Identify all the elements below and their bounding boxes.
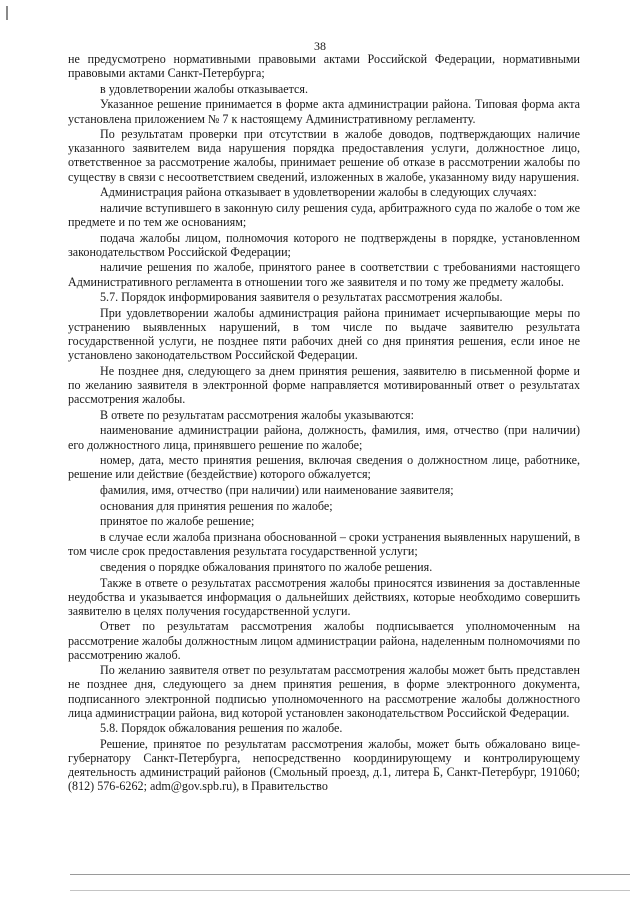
section-heading-5-7: 5.7. Порядок информирования заявителя о результатах рассмотрения жалобы. (100, 290, 503, 305)
paragraph-21: Ответ по результатам рассмотрения жалобы подписывается уполномоченным на рассмотрение жалобы должностным лицом администрации района, наделенным полномочиями по рассмотрению жалоб. (68, 619, 580, 662)
paragraph-8: наличие решения по жалобе, принятого ранее в соответствии с требованиями настоящего Административного регламента в отношении того же заявителя и по тому же предмету жалобы. (68, 260, 580, 289)
scan-bottom-rule-faint (70, 890, 630, 891)
paragraph-20: Также в ответе о результатах рассмотрения жалобы приносятся извинения за доставленные неудобства и указывается информация о дальнейших действиях, которые необходимо совершить заявителю в целях получения государственной услуги. (68, 575, 580, 618)
paragraph-22: По желанию заявителя ответ по результатам рассмотрения жалобы может быть представлен не позднее дня, следующего за днем принятия решения, в форме электронного документа, подписанного электронной подписью уполномоченного на рассмотрение жалобы должностного лица администрации района, вид которой установлен законодательством Российской Федерации. (68, 663, 580, 720)
paragraph-17: принятое по жалобе решение; (100, 514, 255, 529)
paragraph-18: в случае если жалоба признана обоснованной – сроки устранения выявленных нарушений, в том числе срок предоставления результата государственной услуги; (68, 530, 580, 559)
paragraph-2: в удовлетворении жалобы отказывается. (100, 81, 309, 96)
paragraph-1: не предусмотрено нормативными правовыми актами Российской Федерации, нормативными правовыми актами Санкт-Петербурга; (68, 52, 580, 81)
paragraph-15: фамилия, имя, отчество (при наличии) или наименование заявителя; (100, 483, 454, 498)
paragraph-11: Не позднее дня, следующего за днем принятия решения, заявителю в письменной форме и по желанию заявителя в электронной форме направляется мотивированный ответ о результатах рассмотрения жалобы. (68, 363, 580, 407)
paragraph-10: При удовлетворении жалобы администрация района принимает исчерпывающие меры по устранению выявленных нарушений, в том числе по выдаче заявителю результата государственной услуги, не позднее пяти рабочих дней со дня принятия решения, если иное не установлено законодательством Российской Федерации. (68, 305, 580, 363)
paragraph-14: номер, дата, место принятия решения, включая сведения о должностном лице, работнике, решение или действие (бездействие) которого обжалуется; (68, 453, 580, 482)
page-number: 38 (314, 39, 326, 53)
section-heading-5-8: 5.8. Порядок обжалования решения по жалобе. (100, 721, 343, 736)
paragraph-4: По результатам проверки при отсутствии в жалобе доводов, подтверждающих наличие указанного заявителем вида нарушения порядка предоставления услуги, должностное лицо, ответственное за рассмотрение жалобы, принимает решение об отказе в рассмотрении жалобы по существу в связи с несоответствием сведений, изложенных в жалобе, указанному виду нарушения. (68, 127, 580, 184)
paragraph-13: наименование администрации района, должность, фамилия, имя, отчество (при наличии) его должностного лица, принявшего решение по жалобе; (68, 423, 580, 452)
paragraph-5: Администрация района отказывает в удовлетворении жалобы в следующих случаях: (100, 185, 537, 200)
paragraph-6: наличие вступившего в законную силу решения суда, арбитражного суда по жалобе о том же предмете и по тем же основаниям; (68, 200, 580, 229)
paragraph-3: Указанное решение принимается в форме акта администрации района. Типовая форма акта установлена приложением № 7 к настоящему Административному регламенту. (68, 97, 580, 126)
paragraph-19: сведения о порядке обжалования принятого по жалобе решения. (100, 559, 433, 574)
paragraph-16: основания для принятия решения по жалобе; (100, 498, 333, 513)
paragraph-24: Решение, принятое по результатам рассмотрения жалобы, может быть обжаловано вице-губернатору Санкт-Петербурга, непосредственно координирующему и контролирующему деятельность администраций районов (Смольный проезд, д.1, литера Б, Санкт-Петербург, 191060; (812) 576-6262; adm@gov.spb.ru), в Правительство (68, 736, 580, 794)
scan-artifact-mark (6, 6, 8, 20)
document-body (68, 52, 580, 795)
scan-bottom-rule (70, 874, 630, 875)
paragraph-12: В ответе по результатам рассмотрения жалобы указываются: (100, 407, 414, 422)
paragraph-7: подача жалобы лицом, полномочия которого не подтверждены в порядке, установленном законодательством Российской Федерации; (68, 230, 580, 259)
